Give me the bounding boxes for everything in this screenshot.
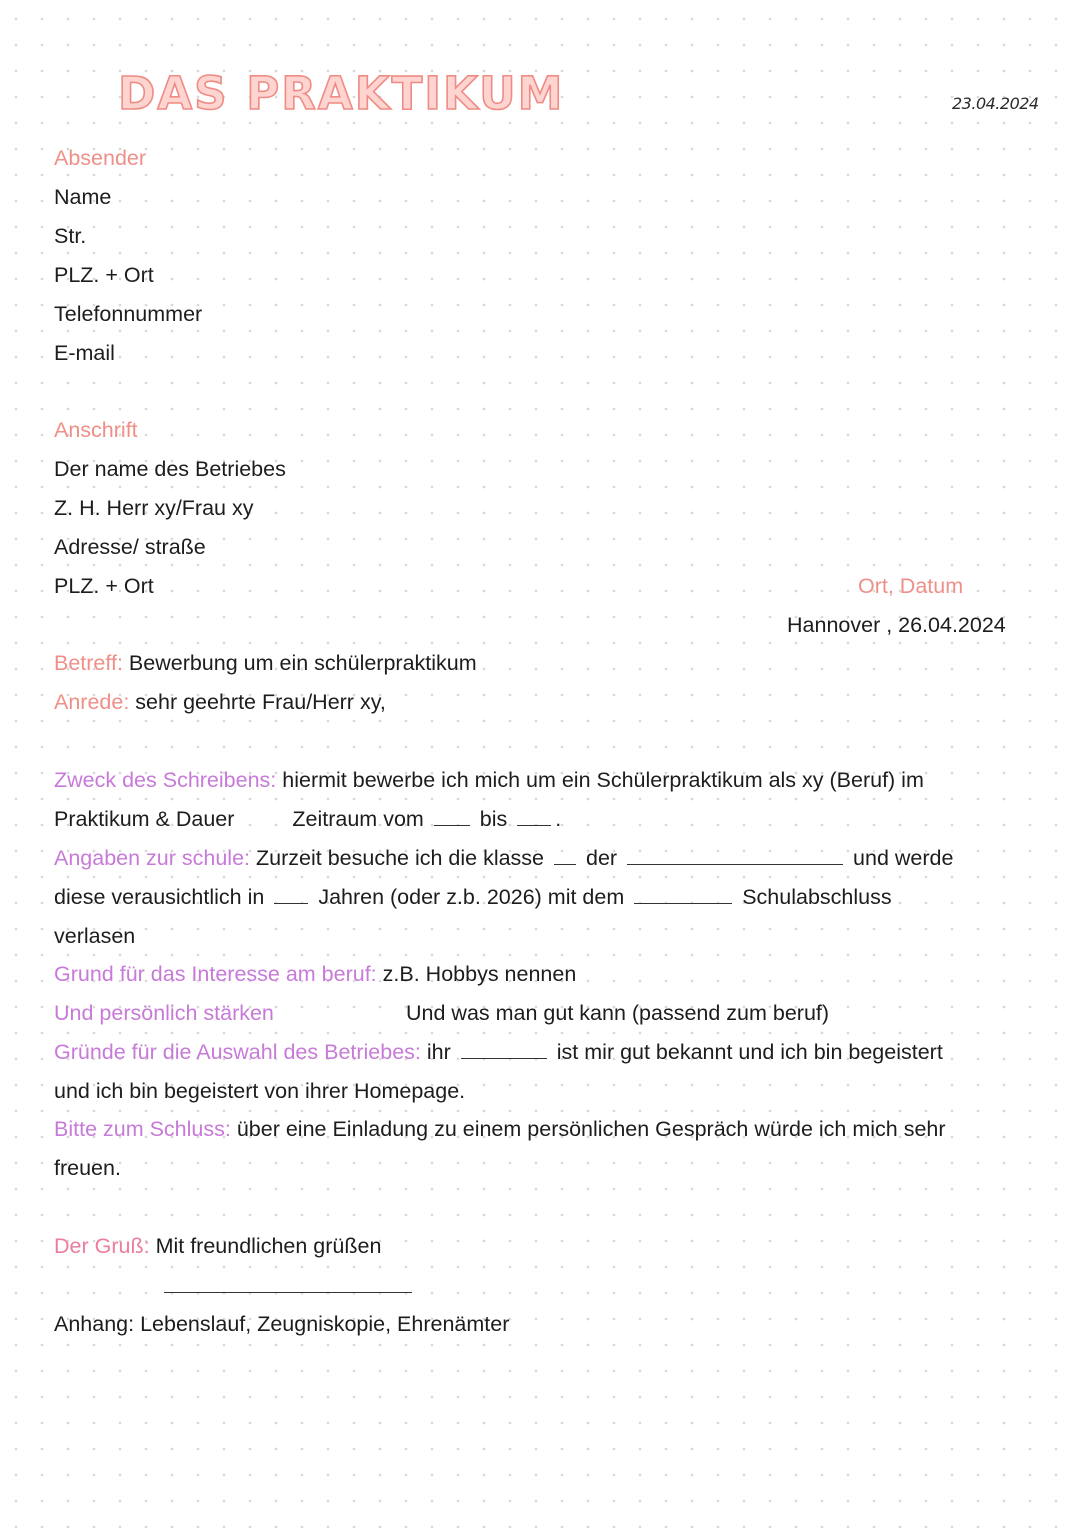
grund-text: z.B. Hobbys nennen [382,962,577,986]
schluss-text-2: freuen. [54,1156,121,1180]
blank-field [461,1040,547,1059]
blank-field [434,807,470,826]
zweck-line [54,767,924,793]
schluss-line [54,1116,946,1142]
schluss-label: Bitte zum Schluss: [54,1117,231,1141]
betreff-text: Bewerbung um ein schülerpraktikum [128,651,477,675]
anschrift-line: PLZ. + Ort [54,574,154,598]
blank-field [517,807,551,826]
absender-line: Telefonnummer [54,302,203,326]
schule-text: und werde [853,846,954,870]
auswahl-text: ist mir gut bekannt und ich bin begeistert [556,1040,943,1064]
anschrift-line: Z. H. Herr xy/Frau xy [54,496,254,520]
betreff-line [54,650,477,676]
schule-text: der [586,846,618,870]
anrede-label: Anrede: [54,690,130,714]
anrede-line [54,689,386,715]
praktikum-line [54,806,561,832]
schule-text: Jahren (oder z.b. 2026) mit dem [318,885,625,909]
staerken-label: Und persönlich stärken [54,1001,274,1025]
schule-line [54,845,953,871]
auswahl-line [54,1039,943,1065]
absender-line: PLZ. + Ort [54,263,154,287]
blank-field [627,846,843,865]
grund-label: Grund für das Interesse am beruf: [54,962,377,986]
gruss-text: Mit freundlichen grüßen [155,1234,382,1258]
schule-label: Angaben zur schule: [54,846,251,870]
zweck-text: hiermit bewerbe ich mich um ein Schülerpraktikum als xy (Beruf) im [282,768,924,792]
absender-heading: Absender [54,146,147,170]
anrede-text: sehr geehrte Frau/Herr xy, [135,690,386,714]
ort-datum-value: Hannover , 26.04.2024 [787,613,1006,637]
schule-text: verlasen [54,924,136,948]
praktikum-label: Praktikum & Dauer [54,807,235,831]
staerken-text: Und was man gut kann (passend zum beruf) [406,1001,830,1025]
schule-text: diese verausichtlich in [54,885,265,909]
blank-field [634,885,732,904]
schule-text: Schulabschluss [742,885,892,909]
schluss-text: über eine Einladung zu einem persönlichen Gespräch würde ich mich sehr [236,1117,946,1141]
betreff-label: Betreff: [54,651,123,675]
anschrift-line: Adresse/ straße [54,535,206,559]
ort-datum-label: Ort, Datum [858,574,964,598]
grund-line [54,961,576,987]
gruss-line [54,1233,381,1259]
schule-line-2 [54,884,892,910]
blank-field [554,846,576,865]
anhang-line: Anhang: Lebenslauf, Zeugniskopie, Ehrenämter [54,1312,510,1336]
absender-line: Name [54,185,112,209]
schule-text: Zurzeit besuche ich die klasse [256,846,545,870]
auswahl-text-2: und ich bin begeistert von ihrer Homepage. [54,1079,466,1103]
page-title: DAS PRAKTIKUM [118,67,565,120]
zeitraum-text: Zeitraum vom [292,807,424,831]
auswahl-label: Gründe für die Auswahl des Betriebes: [54,1040,421,1064]
absender-line: Str. [54,224,87,248]
blank-field [274,885,308,904]
absender-line: E-mail [54,341,115,365]
auswahl-text: ihr [426,1040,451,1064]
handwritten-date: 23.04.2024 [952,94,1039,113]
gruss-label: Der Gruß: [54,1234,150,1258]
anschrift-line: Der name des Betriebes [54,457,286,481]
zweck-label: Zweck des Schreibens: [54,768,277,792]
bis-text: bis [479,807,508,831]
period-text: . [555,807,562,831]
signature-line [164,1292,412,1293]
anschrift-heading: Anschrift [54,418,138,442]
